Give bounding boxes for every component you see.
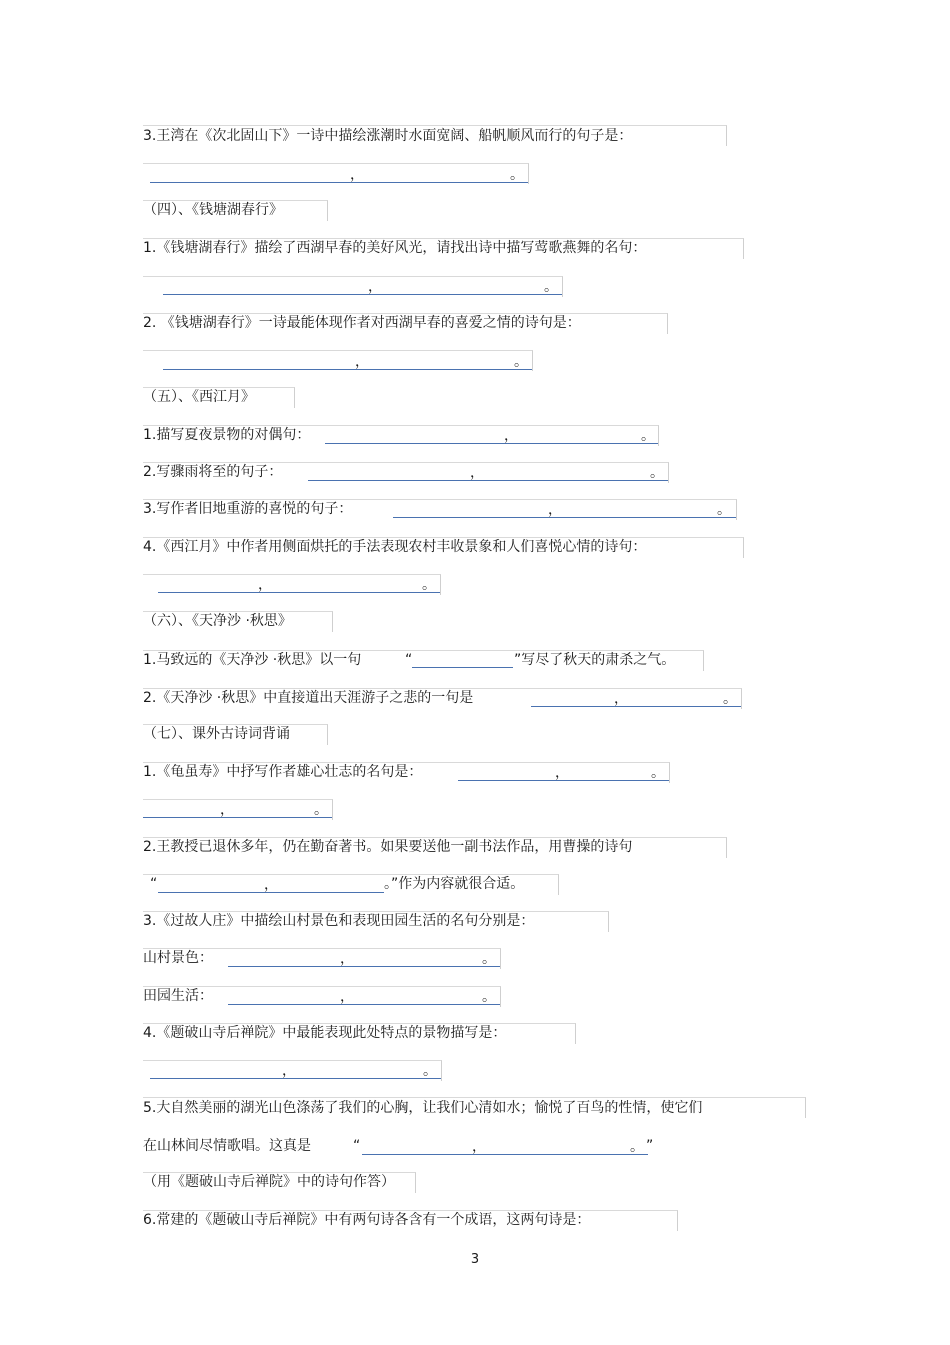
answer-blank[interactable] <box>362 1138 648 1155</box>
question-text: 3.王湾在《次北固山下》一诗中描绘涨潮时水面宽阔、船帆顺风而行的句子是： <box>143 128 633 144</box>
answer-blank[interactable] <box>228 950 500 967</box>
page-number: 3 <box>470 1252 480 1267</box>
comma-mark: ， <box>264 877 278 893</box>
period-mark: 。 <box>482 989 496 1005</box>
close-quote-mark: ” <box>646 1138 654 1154</box>
open-quote-mark: “ <box>150 876 158 892</box>
comma-mark: ， <box>355 354 369 370</box>
answer-blank[interactable] <box>308 464 668 481</box>
period-mark: 。 <box>650 465 664 481</box>
question-text: 1.《钱塘湖春行》描绘了西湖早春的美好风光，请找出诗中描写莺歌燕舞的名句： <box>143 240 647 256</box>
answer-blank[interactable] <box>412 651 513 668</box>
comma-mark: ， <box>350 167 364 183</box>
question-text: 2.《天净沙 ·秋思》中直接道出天涯游子之悲的一句是 <box>143 690 474 706</box>
answer-blank[interactable] <box>143 801 332 818</box>
answer-label: 山村景色： <box>143 950 213 966</box>
question-text: ”写尽了秋天的肃杀之气。 <box>514 652 676 668</box>
answer-blank[interactable] <box>163 353 532 370</box>
question-text: 1.描写夏夜景物的对偶句： <box>143 427 311 443</box>
section-heading: （六）、《天净沙 ·秋思》 <box>143 613 292 629</box>
comma-mark: ， <box>504 428 518 444</box>
question-text: 1.《龟虽寿》中抒写作者雄心壮志的名句是： <box>143 764 423 780</box>
comma-mark: ， <box>472 1139 486 1155</box>
comma-mark: ， <box>470 465 484 481</box>
question-text: 在山林间尽情歌唱。这真是 <box>143 1138 311 1154</box>
period-mark: 。 <box>482 951 496 967</box>
period-mark: 。 <box>641 428 655 444</box>
answer-blank[interactable] <box>228 988 500 1005</box>
comma-mark: ， <box>614 691 628 707</box>
period-mark: 。 <box>630 1139 644 1155</box>
question-text: 6.常建的《题破山寺后禅院》中有两句诗各含有一个成语，这两句诗是： <box>143 1212 591 1228</box>
section-heading: （五）、《西江月》 <box>143 389 255 405</box>
question-text: 1.马致远的《天净沙 ·秋思》以一句 <box>143 652 362 668</box>
answer-blank[interactable] <box>531 690 741 707</box>
comma-mark: ， <box>282 1063 296 1079</box>
question-text: 。”作为内容就很合适。 <box>384 876 525 892</box>
period-mark: 。 <box>514 354 528 370</box>
comma-mark: ， <box>548 502 562 518</box>
period-mark: 。 <box>723 691 737 707</box>
period-mark: 。 <box>651 765 665 781</box>
question-text: 5.大自然美丽的湖光山色涤荡了我们的心胸，让我们心清如水；愉悦了百鸟的性情，使它们 <box>143 1100 703 1116</box>
section-heading: （四）、《钱塘湖春行》 <box>143 202 283 218</box>
answer-blank[interactable] <box>325 427 658 444</box>
question-text: 2.王教授已退休多年，仍在勤奋著书。如果要送他一副书法作品，用曹操的诗句 <box>143 839 633 855</box>
comma-mark: ， <box>340 989 354 1005</box>
question-text: 4.《题破山寺后禅院》中最能表现此处特点的景物描写是： <box>143 1025 507 1041</box>
comma-mark: ， <box>340 951 354 967</box>
comma-mark: ， <box>368 279 382 295</box>
period-mark: 。 <box>717 502 731 518</box>
answer-label: 田园生活： <box>143 988 213 1004</box>
question-text: 3.《过故人庄》中描绘山村景色和表现田园生活的名句分别是： <box>143 913 535 929</box>
question-note: （用《题破山寺后禅院》中的诗句作答） <box>143 1174 395 1190</box>
period-mark: 。 <box>314 802 328 818</box>
answer-blank[interactable] <box>163 278 562 295</box>
open-quote-mark: “ <box>353 1138 361 1154</box>
answer-blank[interactable] <box>158 576 440 593</box>
comma-mark: ， <box>555 765 569 781</box>
answer-blank[interactable] <box>393 501 736 518</box>
question-text: 2. 《钱塘湖春行》一诗最能体现作者对西湖早春的喜爱之情的诗句是： <box>143 315 581 331</box>
section-heading: （七）、课外古诗词背诵 <box>143 726 290 742</box>
period-mark: 。 <box>544 279 558 295</box>
period-mark: 。 <box>423 1063 437 1079</box>
open-quote-mark: “ <box>405 652 413 668</box>
answer-blank[interactable] <box>150 166 528 183</box>
comma-mark: ， <box>220 802 234 818</box>
question-text: 2.写骤雨将至的句子： <box>143 464 283 480</box>
question-text: 4.《西江月》中作者用侧面烘托的手法表现农村丰收景象和人们喜悦心情的诗句： <box>143 539 647 555</box>
question-text: 3.写作者旧地重游的喜悦的句子： <box>143 501 353 517</box>
period-mark: 。 <box>510 167 524 183</box>
comma-mark: ， <box>258 577 272 593</box>
period-mark: 。 <box>422 577 436 593</box>
